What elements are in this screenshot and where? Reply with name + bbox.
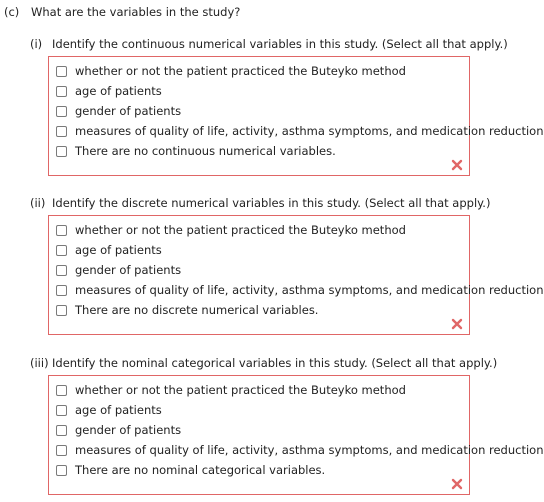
subquestion-number: (ii) bbox=[30, 196, 46, 210]
answer-box bbox=[48, 375, 544, 495]
option-label: gender of patients bbox=[75, 104, 182, 118]
subquestion-text: Identify the nominal categorical variables in this study. (Select all that apply.) bbox=[52, 356, 498, 370]
subquestion-number: (iii) bbox=[30, 356, 49, 370]
option-label: gender of patients bbox=[75, 423, 182, 437]
option-label: whether or not the patient practiced the Buteyko method bbox=[75, 64, 406, 78]
checkbox[interactable] bbox=[56, 465, 67, 476]
option-label: measures of quality of life, activity, asthma symptoms, and medication reduction bbox=[75, 283, 544, 297]
checkbox[interactable] bbox=[56, 445, 67, 456]
question-number: (c) bbox=[4, 5, 20, 19]
checkbox[interactable] bbox=[56, 265, 67, 276]
question-title bbox=[4, 4, 240, 20]
option-label: There are no discrete numerical variables. bbox=[75, 303, 319, 317]
answer-box bbox=[48, 215, 544, 335]
option-buteyko[interactable] bbox=[56, 61, 469, 81]
option-label: whether or not the patient practiced the Buteyko method bbox=[75, 223, 406, 237]
x-mark-icon bbox=[451, 478, 463, 490]
subquestion-prompt bbox=[30, 355, 498, 371]
subquestion-nominal bbox=[30, 355, 544, 495]
subquestion-continuous bbox=[30, 36, 544, 176]
checkbox[interactable] bbox=[56, 385, 67, 396]
question-text: What are the variables in the study? bbox=[31, 5, 241, 19]
option-label: measures of quality of life, activity, asthma symptoms, and medication reduction bbox=[75, 443, 544, 457]
checkbox[interactable] bbox=[56, 225, 67, 236]
checkbox[interactable] bbox=[56, 405, 67, 416]
option-label: gender of patients bbox=[75, 263, 182, 277]
option-none[interactable] bbox=[56, 460, 469, 480]
x-mark-icon bbox=[451, 159, 463, 171]
checkbox[interactable] bbox=[56, 305, 67, 316]
checkbox[interactable] bbox=[56, 106, 67, 117]
answer-box bbox=[48, 56, 544, 176]
option-label: measures of quality of life, activity, asthma symptoms, and medication reduction bbox=[75, 124, 544, 138]
option-measures[interactable] bbox=[56, 280, 544, 300]
option-label: There are no nominal categorical variables. bbox=[75, 463, 326, 477]
subquestion-discrete bbox=[30, 195, 544, 335]
option-age[interactable] bbox=[56, 240, 469, 260]
option-buteyko[interactable] bbox=[56, 380, 469, 400]
subquestion-prompt bbox=[30, 195, 491, 211]
option-age[interactable] bbox=[56, 400, 469, 420]
checkbox[interactable] bbox=[56, 245, 67, 256]
subquestion-number: (i) bbox=[30, 37, 43, 51]
option-none[interactable] bbox=[56, 141, 469, 161]
subquestion-text: Identify the discrete numerical variables in this study. (Select all that apply.) bbox=[52, 196, 491, 210]
option-measures[interactable] bbox=[56, 121, 544, 141]
option-label: There are no continuous numerical variables. bbox=[75, 144, 336, 158]
option-gender[interactable] bbox=[56, 420, 469, 440]
checkbox[interactable] bbox=[56, 146, 67, 157]
x-mark-icon bbox=[451, 318, 463, 330]
checkbox[interactable] bbox=[56, 66, 67, 77]
option-label: age of patients bbox=[75, 84, 162, 98]
option-label: age of patients bbox=[75, 403, 162, 417]
option-none[interactable] bbox=[56, 300, 469, 320]
checkbox[interactable] bbox=[56, 126, 67, 137]
checkbox[interactable] bbox=[56, 86, 67, 97]
option-gender[interactable] bbox=[56, 260, 469, 280]
option-measures[interactable] bbox=[56, 440, 544, 460]
subquestion-prompt bbox=[30, 36, 508, 52]
option-gender[interactable] bbox=[56, 101, 469, 121]
option-age[interactable] bbox=[56, 81, 469, 101]
option-buteyko[interactable] bbox=[56, 220, 469, 240]
subquestion-text: Identify the continuous numerical variables in this study. (Select all that apply.) bbox=[52, 37, 508, 51]
option-label: whether or not the patient practiced the Buteyko method bbox=[75, 383, 406, 397]
option-label: age of patients bbox=[75, 243, 162, 257]
checkbox[interactable] bbox=[56, 285, 67, 296]
checkbox[interactable] bbox=[56, 425, 67, 436]
